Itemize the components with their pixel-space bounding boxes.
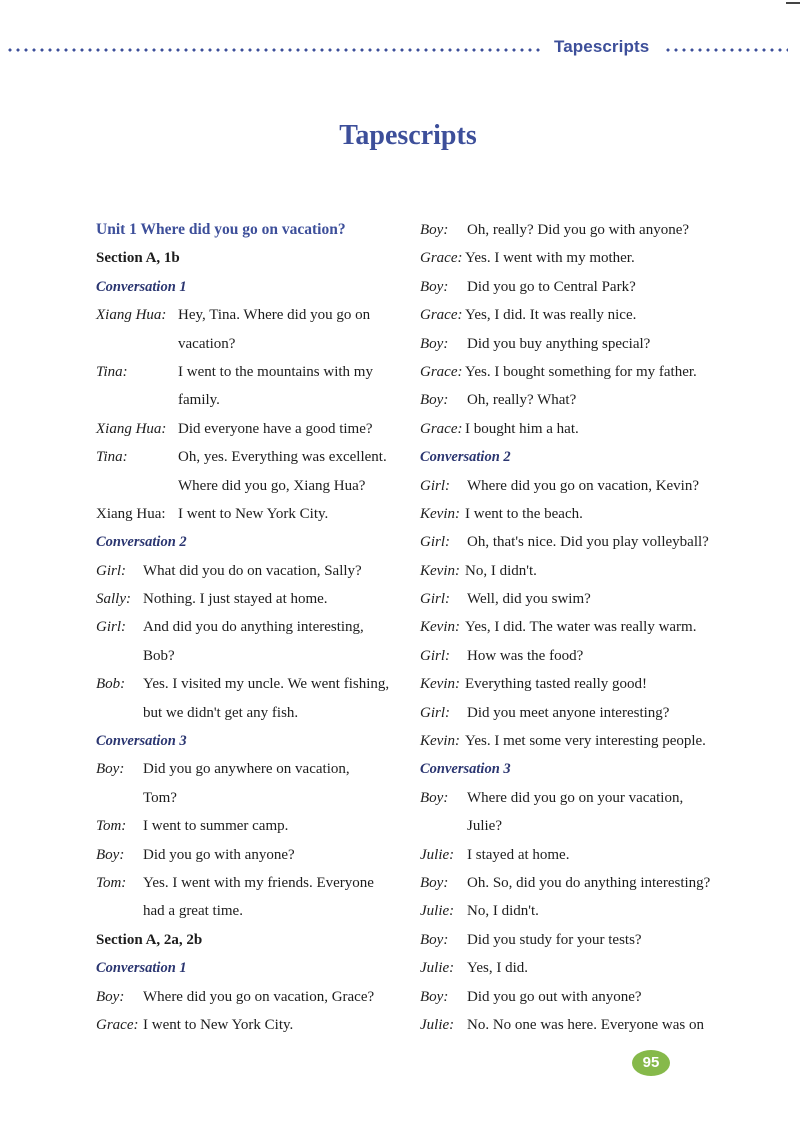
- dialogue-text: Did everyone have a good time?: [178, 420, 373, 437]
- dialogue-text: Did you meet anyone interesting?: [467, 704, 670, 721]
- dialogue-text: family.: [178, 392, 220, 409]
- speaker-label: Girl:: [96, 562, 126, 579]
- dialogue-text: Did you buy anything special?: [467, 335, 651, 352]
- page-number-badge: 95: [632, 1050, 670, 1076]
- speaker-label: Julie:: [420, 846, 455, 863]
- dialogue-line: [96, 500, 408, 528]
- dialogue-line: [420, 869, 725, 897]
- dialogue-line: [96, 841, 408, 869]
- dialogue-line: [96, 613, 408, 641]
- dialogue-line: [96, 983, 408, 1011]
- header-title: Tapescripts: [554, 37, 650, 56]
- speaker-label: Boy:: [420, 392, 449, 409]
- dialogue-line: [420, 926, 725, 954]
- dialogue-text: I went to New York City.: [178, 505, 329, 522]
- dialogue-line: [420, 585, 725, 613]
- speaker-label: Boy:: [420, 931, 449, 948]
- speaker-label: Boy:: [420, 335, 449, 352]
- dialogue-text: Yes, I did. It was really nice.: [465, 307, 637, 324]
- speaker-label: Girl:: [420, 534, 450, 551]
- speaker-label: Boy:: [96, 846, 125, 863]
- dialogue-line: [420, 699, 725, 727]
- dialogue-text: I went to New York City.: [143, 1016, 294, 1033]
- dialogue-text: vacation?: [178, 335, 236, 352]
- speaker-label: Xiang Hua:: [96, 420, 167, 437]
- dialogue-line: [96, 642, 408, 670]
- page-title: Tapescripts: [339, 120, 477, 151]
- dialogue-line: [96, 415, 408, 443]
- conversation-heading: Conversation 3: [420, 761, 511, 778]
- dialogue-line: [96, 301, 408, 329]
- speaker-label: Boy:: [420, 988, 449, 1005]
- dialogue-line: [420, 1011, 725, 1039]
- dialogue-line: [420, 415, 725, 443]
- dialogue-text: Oh, really? What?: [467, 392, 577, 409]
- dialogue-text: I bought him a hat.: [465, 420, 579, 437]
- speaker-label: Girl:: [96, 619, 126, 636]
- right-column: [420, 216, 725, 1039]
- dialogue-line: [96, 386, 408, 414]
- dialogue-line: [420, 500, 725, 528]
- dialogue-text: What did you do on vacation, Sally?: [143, 562, 362, 579]
- dialogue-line: [96, 585, 408, 613]
- dialogue-text: No, I didn't.: [467, 903, 539, 920]
- speaker-label: Julie:: [420, 903, 455, 920]
- speaker-label: Sally:: [96, 591, 131, 608]
- dialogue-line: [96, 472, 408, 500]
- speaker-label: Tina:: [96, 449, 128, 466]
- dialogue-line: [96, 869, 408, 897]
- dialogue-text: had a great time.: [143, 903, 243, 920]
- dialogue-line: [420, 386, 725, 414]
- dialogue-text: Where did you go on vacation, Kevin?: [467, 477, 700, 494]
- dialogue-text: How was the food?: [467, 647, 584, 664]
- speaker-label: Girl:: [420, 647, 450, 664]
- dialogue-line: [96, 670, 408, 698]
- speaker-label: Kevin:: [420, 733, 460, 750]
- speaker-label: Kevin:: [420, 505, 460, 522]
- conversation-heading: Conversation 2: [420, 449, 511, 466]
- dialogue-line: [420, 216, 725, 244]
- dialogue-text: Everything tasted really good!: [465, 676, 648, 693]
- dialogue-text: Oh. So, did you do anything interesting?: [467, 874, 711, 891]
- dialogue-line: [96, 557, 408, 585]
- dialogue-line: [420, 642, 725, 670]
- speaker-label: Kevin:: [420, 676, 460, 693]
- dialogue-text: Yes. I bought something for my father.: [465, 363, 697, 380]
- dialogue-line: [96, 1011, 408, 1039]
- dialogue-line: [420, 330, 725, 358]
- speaker-label: Boy:: [96, 988, 125, 1005]
- conversation-heading: Conversation 1: [96, 278, 187, 295]
- dialogue-text: Well, did you swim?: [467, 591, 591, 608]
- dialogue-text: Tom?: [143, 789, 177, 806]
- speaker-label: Xiang Hua:: [96, 505, 166, 522]
- conversation-heading: Conversation 1: [96, 960, 187, 977]
- header-dotted-rule-left: [6, 48, 544, 52]
- speaker-label: Girl:: [420, 591, 450, 608]
- dialogue-line: [96, 443, 408, 471]
- dialogue-text: Yes. I went with my friends. Everyone: [143, 874, 374, 891]
- dialogue-line: [96, 330, 408, 358]
- speaker-label: Boy:: [420, 222, 449, 238]
- speaker-label: Julie:: [420, 1016, 455, 1033]
- dialogue-text: Did you go out with anyone?: [467, 988, 642, 1005]
- dialogue-line: [420, 528, 725, 556]
- speaker-label: Grace:: [420, 250, 463, 267]
- dialogue-text: No. No one was here. Everyone was on: [467, 1016, 705, 1033]
- dialogue-text: No, I didn't.: [465, 562, 537, 579]
- dialogue-line: [420, 244, 725, 272]
- dialogue-text: Yes. I went with my mother.: [465, 250, 635, 267]
- dialogue-text: Where did you go on vacation, Grace?: [143, 988, 375, 1005]
- speaker-label: Boy:: [420, 874, 449, 891]
- corner-mark: [786, 2, 800, 4]
- dialogue-text: Yes. I met some very interesting people.: [465, 733, 706, 750]
- speaker-label: Boy:: [420, 278, 449, 295]
- dialogue-line: [420, 670, 725, 698]
- dialogue-text: Did you go with anyone?: [143, 846, 295, 863]
- dialogue-text: Did you go anywhere on vacation,: [143, 761, 350, 778]
- speaker-label: Girl:: [420, 704, 450, 721]
- dialogue-text: And did you do anything interesting,: [143, 619, 364, 636]
- dialogue-line: [420, 358, 725, 386]
- dialogue-line: [420, 301, 725, 329]
- dialogue-text: Bob?: [143, 647, 175, 664]
- dialogue-line: [420, 613, 725, 641]
- dialogue-text: Did you go to Central Park?: [467, 278, 636, 295]
- speaker-label: Bob:: [96, 676, 126, 693]
- speaker-label: Boy:: [96, 761, 125, 778]
- speaker-label: Kevin:: [420, 562, 460, 579]
- speaker-label: Boy:: [420, 789, 449, 806]
- dialogue-text: Julie?: [467, 818, 502, 835]
- dialogue-line: [420, 472, 725, 500]
- dialogue-text: I went to the mountains with my: [178, 363, 373, 380]
- dialogue-line: [420, 727, 725, 755]
- dialogue-line: [96, 358, 408, 386]
- unit-heading: Unit 1 Where did you go on vacation?: [96, 221, 346, 238]
- dialogue-line: [420, 897, 725, 925]
- dialogue-text: Oh, yes. Everything was excellent.: [178, 449, 387, 466]
- dialogue-line: [96, 699, 408, 727]
- dialogue-text: I went to summer camp.: [143, 818, 289, 835]
- dialogue-line: [420, 557, 725, 585]
- dialogue-text: Oh, really? Did you go with anyone?: [467, 222, 690, 238]
- dialogue-line: [96, 897, 408, 925]
- dialogue-line: [420, 812, 725, 840]
- speaker-label: Kevin:: [420, 619, 460, 636]
- section-heading: Section A, 2a, 2b: [96, 931, 203, 948]
- speaker-label: Grace:: [420, 420, 463, 437]
- dialogue-text: Where did you go, Xiang Hua?: [178, 477, 366, 494]
- speaker-label: Xiang Hua:: [96, 307, 167, 324]
- section-heading: Section A, 1b: [96, 250, 180, 267]
- dialogue-line: [420, 983, 725, 1011]
- speaker-label: Tom:: [96, 818, 127, 835]
- header-dotted-rule-right: [664, 48, 788, 52]
- dialogue-line: [96, 812, 408, 840]
- dialogue-line: [420, 784, 725, 812]
- running-header: [0, 34, 800, 64]
- dialogue-text: I went to the beach.: [465, 505, 583, 522]
- conversation-heading: Conversation 2: [96, 534, 187, 551]
- dialogue-text: Yes. I visited my uncle. We went fishing,: [143, 676, 390, 693]
- dialogue-line: [96, 755, 408, 783]
- dialogue-text: Hey, Tina. Where did you go on: [178, 307, 371, 324]
- left-column: [96, 216, 408, 1039]
- dialogue-line: [420, 273, 725, 301]
- dialogue-line: [420, 954, 725, 982]
- dialogue-text: Yes, I did.: [467, 960, 528, 977]
- dialogue-text: but we didn't get any fish.: [143, 704, 299, 721]
- dialogue-line: [420, 841, 725, 869]
- speaker-label: Tom:: [96, 874, 127, 891]
- speaker-label: Grace:: [420, 307, 463, 324]
- speaker-label: Girl:: [420, 477, 450, 494]
- dialogue-line: [96, 784, 408, 812]
- dialogue-text: Yes, I did. The water was really warm.: [465, 619, 697, 636]
- dialogue-text: Oh, that's nice. Did you play volleyball?: [467, 534, 709, 551]
- conversation-heading: Conversation 3: [96, 733, 187, 750]
- dialogue-text: Nothing. I just stayed at home.: [143, 591, 328, 608]
- speaker-label: Grace:: [420, 363, 463, 380]
- speaker-label: Tina:: [96, 363, 128, 380]
- speaker-label: Julie:: [420, 960, 455, 977]
- dialogue-text: Did you study for your tests?: [467, 931, 642, 948]
- dialogue-text: Where did you go on your vacation,: [467, 789, 684, 806]
- dialogue-text: I stayed at home.: [467, 846, 570, 863]
- speaker-label: Grace:: [96, 1016, 139, 1033]
